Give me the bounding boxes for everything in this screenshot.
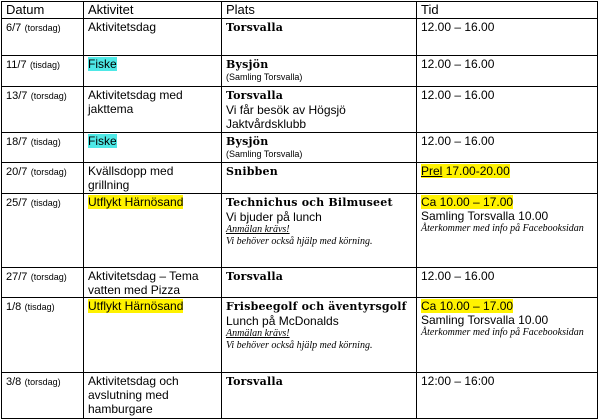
time-cell: 12.00 – 16.00 [417,133,598,163]
prel-time-badge: Prel 17.00-20.00 [421,164,510,178]
table-row [2,373,598,419]
time-cell: 12.00 – 16.00 [417,268,598,298]
table-row [2,87,598,133]
time-cell: 12:00 – 16:00 [417,373,598,419]
place-cell: Torsvalla [222,19,417,56]
date-cell: 27/7 (torsdag) [2,268,84,298]
header-aktivitet: Aktivitet [84,2,222,19]
place-cell: Frisbeegolf och äventyrsgolf Lunch på McDonalds Anmälan krävs! Vi behöver också hjälp med körning. [222,298,417,373]
time-cell: Ca 10.00 – 17.00 Samling Torsvalla 10.00 Återkommer med info på Facebooksidan [417,194,598,268]
table-row [2,56,598,87]
time-cell: 12.00 – 16.00 [417,19,598,56]
place-cell: Torsvalla [222,268,417,298]
header-plats: Plats [222,2,417,19]
activity-cell: Kvällsdopp med grillning [84,163,222,194]
table-row [2,298,598,373]
activity-cell: Aktivitetsdag och avslutning med hamburgare [84,373,222,419]
place-cell: Torsvalla [222,373,417,419]
activity-cell: Fiske [84,56,222,87]
place-cell: Bysjön (Samling Torsvalla) [222,133,417,163]
date-cell: 25/7 (tisdag) [2,194,84,268]
header-tid: Tid [417,2,598,19]
table-row [2,19,598,56]
activity-cell: Fiske [84,133,222,163]
time-cell [417,163,598,194]
activity-cell: Utflykt Härnösand [84,194,222,268]
date-cell: 20/7 (torsdag) [2,163,84,194]
date-cell: 6/7 (torsdag) [2,19,84,56]
date-cell: 13/7 (torsdag) [2,87,84,133]
table-row [2,194,598,268]
header-datum: Datum [2,2,84,19]
table-row [2,268,598,298]
date-cell: 11/7 (tisdag) [2,56,84,87]
date-cell: 1/8 (tisdag) [2,298,84,373]
table-row [2,163,598,194]
place-cell: Technichus och Bilmuseet Vi bjuder på lunch Anmälan krävs! Vi behöver också hjälp med körning. [222,194,417,268]
place-cell: Torsvalla Vi får besök av Högsjö Jaktvårdsklubb [222,87,417,133]
table-row [2,133,598,163]
date-cell: 3/8 (torsdag) [2,373,84,419]
time-cell: 12.00 – 16.00 [417,87,598,133]
date-cell: 18/7 (tisdag) [2,133,84,163]
activity-cell: Aktivitetsdag med jakttema [84,87,222,133]
place-cell: Bysjön (Samling Torsvalla) [222,56,417,87]
time-cell: 12.00 – 16.00 [417,56,598,87]
schedule-table [1,1,598,419]
activity-cell: Utflykt Härnösand [84,298,222,373]
activity-cell: Aktivitetsdag [84,19,222,56]
place-cell: Snibben [222,163,417,194]
activity-cell: Aktivitetsdag – Tema vatten med Pizza [84,268,222,298]
header-row [2,2,598,19]
time-cell: Ca 10.00 – 17.00 Samling Torsvalla 10.00 Återkommer med info på Facebooksidan [417,298,598,373]
